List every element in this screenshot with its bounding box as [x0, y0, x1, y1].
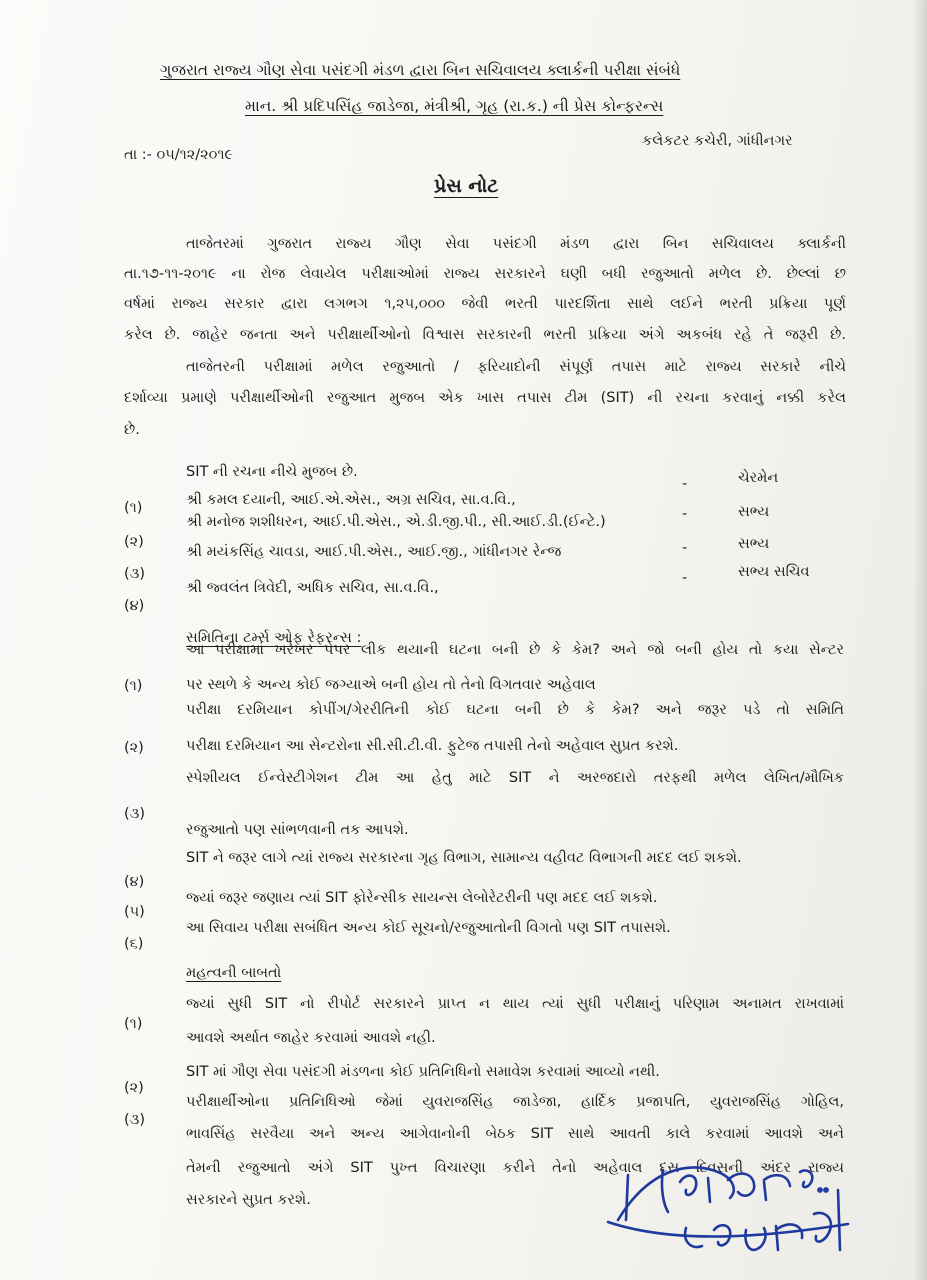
sit-member-num: (૩) — [124, 566, 145, 582]
terms-num: (૨) — [124, 740, 144, 756]
important-line: સરકારને સુપ્રત કરશે. — [186, 1192, 311, 1208]
terms-line: આ પરીક્ષામાં ખરેખર પેપર લીક થયાની ઘટના બની છે કે કેમ? અને જો બની હોય તો કયા સેન્ટર — [186, 642, 844, 658]
terms-heading: સમિતિના ટર્મ્સ ઓફ રેફરન્સ : — [186, 630, 362, 646]
intro-p2-line1: તાજેતરની પરીક્ષામાં મળેલ રજુઆતો / ફરિયાદોની સંપૂર્ણ તપાસ માટે રાજ્ય સરકારે નીચે — [186, 359, 846, 375]
header-title-line2: માન. શ્રી પ્રદિપસિંહ જાડેજા, મંત્રીશ્રી, ગૃહ (રા.ક.) ની પ્રેસ કોન્ફરન્સ — [245, 97, 664, 115]
sit-dash: - — [682, 570, 688, 586]
terms-line: પરીક્ષા દરમિયાન આ સેન્ટરોના સી.સી.ટી.વી. ફુટેજ તપાસી તેનો અહેવાલ સુપ્રત કરશે. — [186, 738, 679, 754]
sit-member-name: શ્રી જ્વલંત ત્રિવેદી, અધિક સચિવ, સા.વ.વિ., — [186, 580, 439, 596]
intro-p2-line3: છે. — [124, 422, 140, 438]
important-line: SIT માં ગૌણ સેવા પસંદગી મંડળના કોઈ પ્રતિનિધિનો સમાવેશ કરવામાં આવ્યો નથી. — [186, 1064, 660, 1080]
sit-member-role: સભ્ય — [738, 504, 770, 520]
sit-intro: SIT ની રચના નીચે મુજબ છે. — [186, 464, 358, 480]
terms-line: પરીક્ષા દરમિયાન કોપીંગ/ગેરરીતિની કોઈ ઘટના બની છે કે કેમ? અને જરૂર પડે તો સમિતિ — [186, 702, 844, 718]
header-title-line1: ગુજરાત રાજ્ય ગૌણ સેવા પસંદગી મંડળ દ્વારા બિન સચિવાલય ક્લાર્કની પરીક્ષા સંબંધે — [160, 61, 681, 79]
terms-line: જ્યાં જરૂર જણાય ત્યાં SIT ફોરેન્સીક સાયન્સ લેબોરેટરીની પણ મદદ લઈ શકશે. — [186, 890, 658, 906]
intro-p1-line4: કરેલ છે. જાહેર જનતા અને પરીક્ષાર્થીઓનો વિશ્વાસ સરકારની ભરતી પ્રક્રિયા અંગે અકબંધ રહે તે જરૂરી છે. — [124, 327, 846, 343]
important-num: (૧) — [124, 1016, 143, 1032]
important-line: તેમની રજુઆતો અંગે SIT પુખ્ત વિચારણા કરીને તેનો અહેવાલ દસ દિવસની અંદર રાજ્ય — [186, 1160, 844, 1176]
handwritten-signature — [568, 1150, 868, 1270]
terms-num: (૩) — [124, 806, 145, 822]
sit-member-num: (૧) — [124, 500, 143, 516]
terms-line: રજુઆતો પણ સાંભળવાની તક આપશે. — [186, 822, 409, 838]
sit-member-role: સભ્ય — [738, 536, 770, 552]
terms-line: આ સિવાય પરીક્ષા સબંધિત અન્ય કોઈ સૂચનો/રજુઆતોની વિગતો પણ SIT તપાસશે. — [186, 920, 671, 936]
terms-num: (૫) — [124, 904, 145, 920]
intro-p2-line2: દર્શાવ્યા પ્રમાણે પરીક્ષાર્થીઓની રજુઆત મુજબ એક ખાસ તપાસ ટીમ (SIT) ની રચના કરવાનું નક્કી કરેલ — [124, 390, 846, 406]
important-line: આવશે અર્થાત જાહેર કરવામાં આવશે નહી. — [186, 1030, 436, 1046]
sit-member-role: ચેરમેન — [738, 470, 779, 486]
header-place: કલેકટર કચેરી, ગાંધીનગર — [642, 133, 793, 149]
important-num: (૨) — [124, 1080, 144, 1096]
terms-line: સ્પેશીયલ ઈન્વેસ્ટીગેશન ટીમ આ હેતુ માટે SIT ને અરજદારો તરફથી મળેલ લેખિત/મૌખિક — [186, 770, 844, 786]
sit-member-name: શ્રી મયંકસિંહ ચાવડા, આઈ.પી.એસ., આઈ.જી., ગાંધીનગર રેન્જ — [186, 544, 562, 560]
terms-num: (૬) — [124, 936, 144, 952]
sit-member-name: શ્રી મનોજ શશીધરન, આઈ.પી.એસ., એ.ડી.જી.પી., સી.આઈ.ડી.(ઈન્ટે.) — [186, 514, 606, 530]
intro-p1-line3: વર્ષમાં રાજ્ય સરકાર દ્વારા લગભગ ૧,૨૫,૦૦૦ જેવી ભરતી પારદર્શિતા સાથે લઈને ભરતી પ્રક્રિયા પૂર્ણ — [124, 296, 846, 312]
important-heading: મહત્વની બાબતો — [186, 965, 282, 981]
important-line: પરીક્ષાર્થીઓના પ્રતિનિધિઓ જેમાં યુવરાજસિંહ જાડેજા, હાર્દિક પ્રજાપતિ, યુવરાજસિંહ ગોહિલ, — [186, 1094, 844, 1110]
sit-dash: - — [682, 540, 688, 556]
header-date: તા :- ૦૫/૧૨/૨૦૧૯ — [124, 147, 234, 163]
terms-line: પર સ્થળે કે અન્ય કોઈ જગ્યાએ બની હોય તો તેનો વિગતવાર અહેવાલ — [186, 677, 596, 693]
intro-p1-line2: તા.૧૭-૧૧-૨૦૧૯ ના રોજ લેવાયેલ પરીક્ષાઓમાં રાજ્ય સરકારને ઘણી બધી રજુઆતો મળેલ છે. છેલ્લાં છ — [124, 266, 846, 282]
sit-member-num: (૨) — [124, 534, 144, 550]
important-num: (૩) — [124, 1112, 145, 1128]
intro-p1-line1: તાજેતરમાં ગુજરાત રાજ્ય ગૌણ સેવા પસંદગી મંડળ દ્વારા બિન સચિવાલય ક્લાર્કની — [186, 236, 846, 252]
important-line: ભાવસિંહ સરવૈયા અને અન્ય આગેવાનોની બેઠક SIT સાથે આવતી કાલે કરવામાં આવશે અને — [186, 1126, 844, 1142]
sit-member-name: શ્રી કમલ દયાની, આઈ.એ.એસ., અગ્ર સચિવ, સા.વ.વિ., — [186, 492, 516, 508]
terms-num: (૧) — [124, 678, 143, 694]
terms-num: (૪) — [124, 874, 145, 890]
terms-line: SIT ને જરૂર લાગે ત્યાં રાજ્ય સરકારના ગૃહ વિભાગ, સામાન્ય વહીવટ વિભાગની મદદ લઈ શકશે. — [186, 850, 742, 866]
sit-member-role: સભ્ય સચિવ — [738, 564, 810, 580]
page-heading: પ્રેસ નોટ — [434, 175, 499, 197]
important-line: જ્યાં સુધી SIT નો રીપોર્ટ સરકારને પ્રાપ્ત ન થાય ત્યાં સુધી પરીક્ષાનું પરિણામ અનામત રાખવામાં — [186, 996, 844, 1012]
sit-dash: - — [682, 506, 688, 522]
sit-dash: - — [682, 476, 688, 492]
sit-member-num: (૪) — [124, 598, 145, 614]
paper-edge-shadow — [913, 0, 927, 1280]
